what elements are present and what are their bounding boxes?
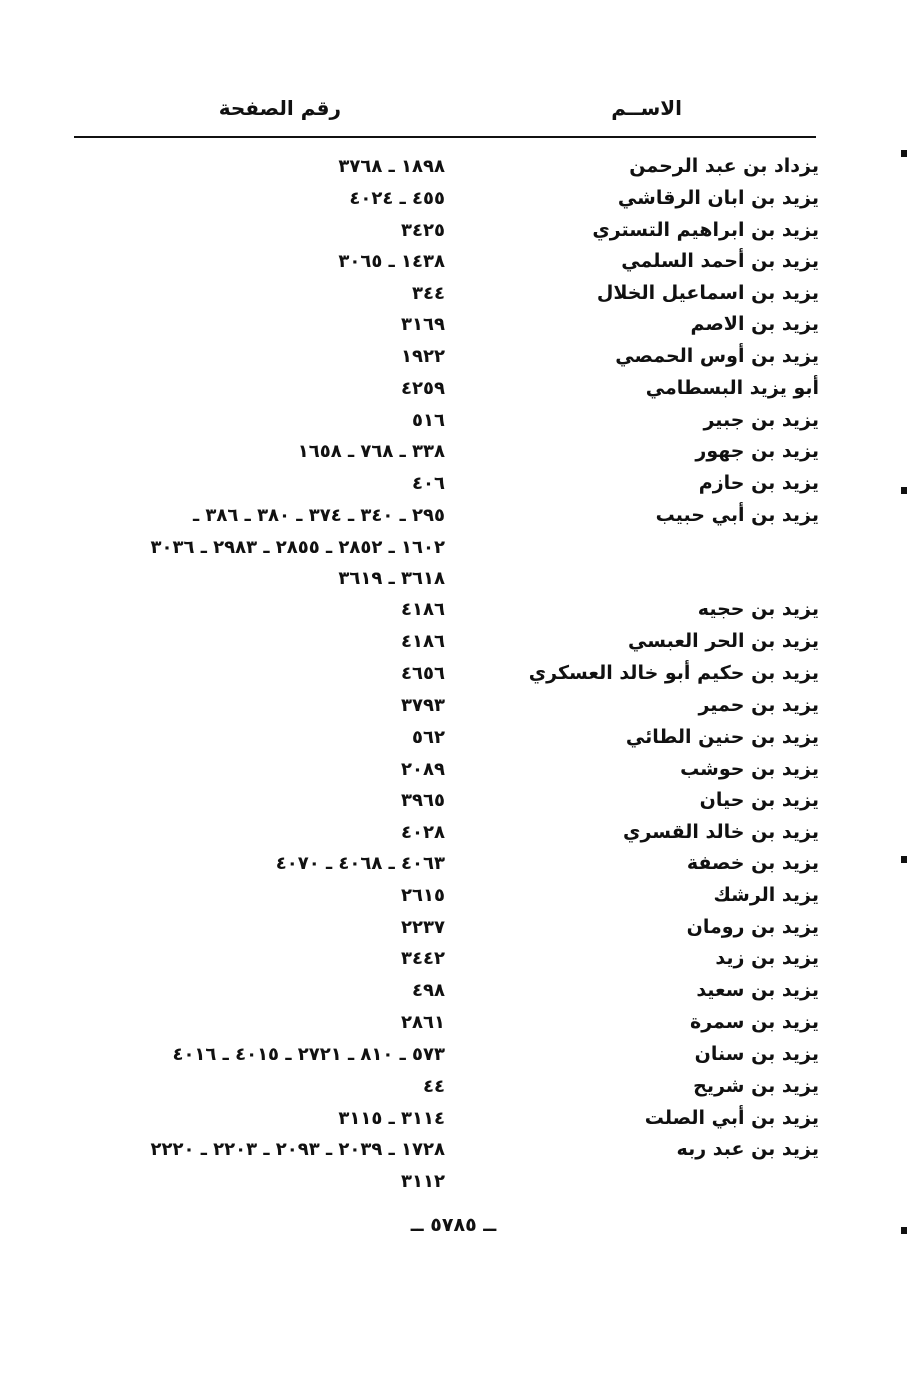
entry-pages: ١٩٢٢: [401, 346, 445, 367]
index-entry: [0, 1103, 907, 1134]
entry-pages: ٣١٦٩: [401, 314, 445, 335]
index-entry: [0, 1071, 907, 1102]
index-entry: [0, 848, 907, 879]
index-entry: [0, 309, 907, 340]
index-entry: [0, 373, 907, 404]
entry-name: يزيد بن رومان: [686, 916, 819, 938]
entry-pages: ١٨٩٨ ـ ٣٧٦٨: [338, 156, 445, 177]
entry-name: يزيد بن سنان: [694, 1043, 819, 1065]
entry-name: يزداد بن عبد الرحمن: [629, 155, 819, 177]
index-entry: [0, 405, 907, 436]
entry-name: يزيد بن ابراهيم التستري: [592, 219, 819, 241]
entry-pages: ٣١١٢: [401, 1171, 445, 1192]
index-entry: [0, 880, 907, 911]
entry-pages: ١٦٠٢ ـ ٢٨٥٢ ـ ٢٨٥٥ ـ ٢٩٨٣ ـ ٣٠٣٦: [150, 537, 445, 558]
entry-name: يزيد بن الحر العبسي: [628, 630, 819, 652]
entry-name: يزيد بن حوشب: [680, 758, 819, 780]
index-entry: [0, 151, 907, 182]
entry-pages: ٣٦١٨ ـ ٣٦١٩: [338, 568, 445, 589]
entry-pages: ٤٠٢٨: [401, 822, 445, 843]
entry-pages: ٥١٦: [412, 410, 445, 431]
index-entry: [0, 468, 907, 499]
entry-name: يزيد بن حيان: [699, 789, 819, 811]
index-entry-continuation: [0, 563, 907, 594]
entry-pages: ٣٤٤: [412, 283, 445, 304]
entry-name: يزيد بن أوس الحمصي: [615, 345, 819, 367]
entry-pages: ٣٩٦٥: [401, 790, 445, 811]
index-entry-continuation: [0, 1166, 907, 1197]
column-header-page-number: رقم الصفحة: [218, 96, 341, 120]
entry-name: يزيد بن حكيم أبو خالد العسكري: [528, 662, 819, 684]
entry-name: يزيد الرشك: [713, 884, 819, 906]
entry-name: يزيد بن سمرة: [690, 1011, 819, 1033]
entry-name: يزيد بن خصفة: [686, 852, 819, 874]
index-entry: [0, 436, 907, 467]
index-entry: [0, 975, 907, 1006]
index-entry: [0, 943, 907, 974]
entry-name: يزيد بن حمير: [698, 694, 819, 716]
entry-pages: ٤١٨٦: [401, 631, 445, 652]
entry-name: يزيد بن أبي حبيب: [655, 504, 819, 526]
entry-pages: ١٤٣٨ ـ ٣٠٦٥: [338, 251, 445, 272]
entry-pages: ٤٥٥ ـ ٤٠٢٤: [349, 188, 445, 209]
index-entry: [0, 278, 907, 309]
entry-name: يزيد بن أبي الصلت: [644, 1107, 819, 1129]
index-entry: [0, 500, 907, 531]
index-entry: [0, 754, 907, 785]
index-entry: [0, 1134, 907, 1165]
entry-pages: ١٧٢٨ ـ ٢٠٣٩ ـ ٢٠٩٣ ـ ٢٢٠٣ ـ ٢٢٢٠: [150, 1139, 445, 1160]
entry-pages: ٣٤٤٢: [401, 948, 445, 969]
index-entry: [0, 785, 907, 816]
column-header-name: الاســم: [611, 96, 682, 120]
entry-pages: ٤١٨٦: [401, 599, 445, 620]
entry-pages: ٥٦٢: [412, 727, 445, 748]
entry-name: يزيد بن خالد القسري: [623, 821, 819, 843]
page-number: ــ ٥٧٨٥ ــ: [410, 1214, 497, 1236]
entry-name: أبو يزيد البسطامي: [645, 377, 819, 399]
index-entry: [0, 1039, 907, 1070]
entry-name: يزيد بن جهور: [695, 440, 819, 462]
index-entry: [0, 1007, 907, 1038]
entry-pages: ٢٨٦١: [401, 1012, 445, 1033]
entry-name: يزيد بن اسماعيل الخلال: [596, 282, 819, 304]
entry-pages: ٢٦١٥: [401, 885, 445, 906]
entry-name: يزيد بن شريح: [693, 1075, 819, 1097]
index-entry: [0, 594, 907, 625]
entry-name: يزيد بن سعيد: [696, 979, 819, 1001]
entry-name: يزيد بن حازم: [698, 472, 819, 494]
index-entry: [0, 215, 907, 246]
entry-pages: ٢٠٨٩: [401, 759, 445, 780]
entry-name: يزيد بن عبد ربه: [676, 1138, 819, 1160]
entry-name: يزيد بن زيد: [715, 947, 819, 969]
index-entry: [0, 626, 907, 657]
index-entry-continuation: [0, 532, 907, 563]
entry-name: يزيد بن ابان الرقاشي: [617, 187, 819, 209]
entry-pages: ٤٠٦: [412, 473, 445, 494]
scan-artifact: [901, 1227, 907, 1234]
entry-pages: ٣٣٨ ـ ٧٦٨ ـ ١٦٥٨: [297, 441, 445, 462]
entry-pages: ٣١١٤ ـ ٣١١٥: [338, 1108, 445, 1129]
entry-name: يزيد بن حجيه: [697, 598, 819, 620]
entry-name: يزيد بن جبير: [703, 409, 819, 431]
entry-pages: ٣٧٩٣: [401, 695, 445, 716]
entry-name: يزيد بن حنين الطائي: [625, 726, 819, 748]
entry-name: يزيد بن أحمد السلمي: [621, 250, 819, 272]
entry-pages: ٤٠٦٣ ـ ٤٠٦٨ ـ ٤٠٧٠: [275, 853, 445, 874]
entry-pages: ٤٩٨: [412, 980, 445, 1001]
scan-artifact: [901, 150, 907, 157]
scan-artifact: [901, 856, 907, 863]
index-entry: [0, 912, 907, 943]
index-entry: [0, 817, 907, 848]
index-entry: [0, 341, 907, 372]
entry-pages: ٢٩٥ ـ ٣٤٠ ـ ٣٧٤ ـ ٣٨٠ ـ ٣٨٦ ـ: [192, 505, 445, 526]
index-entry: [0, 722, 907, 753]
entry-pages: ٤٤: [423, 1076, 445, 1097]
entry-pages: ٤٢٥٩: [401, 378, 445, 399]
index-entry: [0, 246, 907, 277]
scan-artifact: [901, 487, 907, 494]
entry-pages: ٤٦٥٦: [401, 663, 445, 684]
entry-pages: ٥٧٣ ـ ٨١٠ ـ ٢٧٢١ ـ ٤٠١٥ ـ ٤٠١٦: [172, 1044, 445, 1065]
entry-pages: ٢٢٣٧: [401, 917, 445, 938]
index-entry: [0, 183, 907, 214]
header-divider: [74, 136, 816, 138]
entry-pages: ٣٤٢٥: [401, 220, 445, 241]
index-entry: [0, 690, 907, 721]
entry-name: يزيد بن الاصم: [690, 313, 819, 335]
index-entry: [0, 658, 907, 689]
